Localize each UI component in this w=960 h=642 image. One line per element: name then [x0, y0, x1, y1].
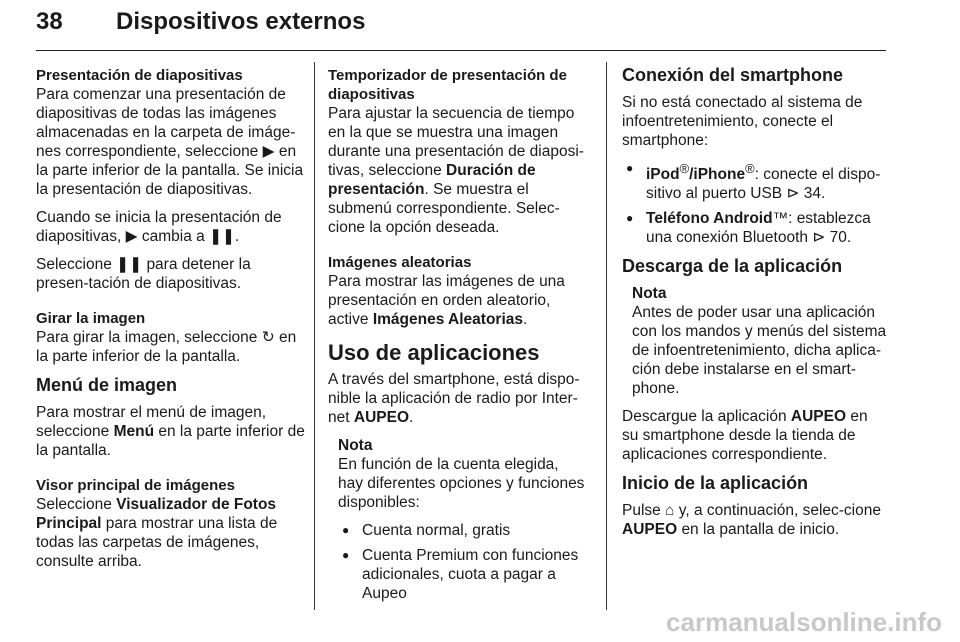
list-item: ● Teléfono Android™: establezca una conexión Bluetooth ⊳ 70.	[622, 209, 888, 247]
home-icon: ⌂	[665, 502, 675, 520]
section-heading: Presentación de diapositivas	[36, 67, 243, 84]
reference-arrow-icon: ⊳	[786, 185, 800, 203]
column-2	[328, 66, 586, 613]
paragraph: Para ajustar la secuencia de tiempo en la que se muestra una imagen durante una presentación de diaposi-tivas, seleccione Duración de presentación. Se muestra el submenú correspondiente. Selec-cione la opción deseada.	[328, 105, 584, 236]
section-heading: Imágenes aleatorias	[328, 254, 472, 271]
pause-icon: ❚❚	[209, 228, 236, 245]
column-divider	[606, 62, 607, 610]
column-3	[622, 66, 888, 548]
list-item: ● iPod®/iPhone®: conecte el dispo-sitivo al puerto USB ⊳ 34.	[622, 159, 888, 203]
page-number: 38	[36, 8, 63, 35]
section-heading: Girar la imagen	[36, 310, 146, 327]
section-heading: Conexión del smartphone	[622, 65, 844, 85]
column-divider	[314, 62, 315, 610]
section-heading: Descarga de la aplicación	[622, 256, 843, 277]
note-title: Nota	[632, 285, 667, 303]
paragraph: Descargue la aplicación AUPEO en su smartphone desde la tienda de aplicaciones correspondiente.	[622, 408, 868, 464]
paragraph: Para mostrar las imágenes de una presentación en orden aleatorio, active Imágenes Aleatorias.	[328, 273, 565, 328]
chapter-heading: Uso de aplicaciones	[328, 340, 540, 365]
paragraph: Pulse ⌂ y, a continuación, selec-cione AUPEO en la pantalla de inicio.	[622, 502, 881, 539]
page-title: Dispositivos externos	[116, 8, 366, 35]
section-heading: Visor principal de imágenes	[36, 477, 235, 494]
paragraph: Para comenzar una presentación de diapositivas de todas las imágenes almacenadas en la carpeta de imáge-nes correspondiente, seleccione ▶ en la parte inferior de la pantalla. Se inicia la presentación de diapositivas.	[36, 86, 304, 198]
play-icon: ▶	[125, 228, 138, 245]
paragraph: Si no está conectado al sistema de infoentretenimiento, conecte el smartphone:	[622, 94, 863, 149]
note-text: Antes de poder usar una aplicación con los mandos y menús del sistema de infoentretenimiento, dicha aplica-ción debe instalarse en el smart-phone.	[632, 304, 887, 398]
note-text: En función de la cuenta elegida, hay diferentes opciones y funciones disponibles:	[338, 456, 585, 511]
pause-icon: ❚❚	[116, 256, 143, 273]
rotate-icon: ↻	[261, 329, 275, 346]
paragraph: Para mostrar el menú de imagen, seleccione Menú en la parte inferior de la pantalla.	[36, 404, 305, 459]
bullet-list	[338, 521, 586, 603]
paragraph: Seleccione ❚❚ para detener la presen-tación de diapositivas.	[36, 256, 251, 292]
paragraph: Cuando se inicia la presentación de diapositivas, ▶ cambia a ❚❚.	[36, 209, 282, 245]
column-1	[36, 66, 306, 580]
paragraph: A través del smartphone, está dispo-nible la aplicación de radio por Inter-net AUPEO.	[328, 371, 580, 426]
bullet-list	[622, 159, 888, 247]
play-icon: ▶	[262, 143, 275, 160]
list-item: ● Cuenta normal, gratis	[338, 521, 586, 540]
reference-arrow-icon: ⊳	[812, 229, 826, 247]
note-title: Nota	[338, 437, 373, 454]
section-heading: Inicio de la aplicación	[622, 473, 809, 494]
watermark: carmanualsonline.info	[666, 607, 942, 637]
section-heading: Temporizador de presentación de diapositivas	[328, 67, 567, 103]
note-box	[632, 284, 888, 398]
paragraph: Para girar la imagen, seleccione ↻ en la parte inferior de la pantalla.	[36, 329, 297, 365]
list-item: ● Cuenta Premium con funciones adicionales, cuota a pagar a Aupeo	[338, 546, 586, 603]
section-heading: Menú de imagen	[36, 375, 178, 395]
page-header	[36, 0, 886, 51]
paragraph: Seleccione Visualizador de Fotos Principal para mostrar una lista de todas las carpetas de imágenes, consulte arriba.	[36, 496, 278, 570]
note-box	[338, 436, 586, 603]
